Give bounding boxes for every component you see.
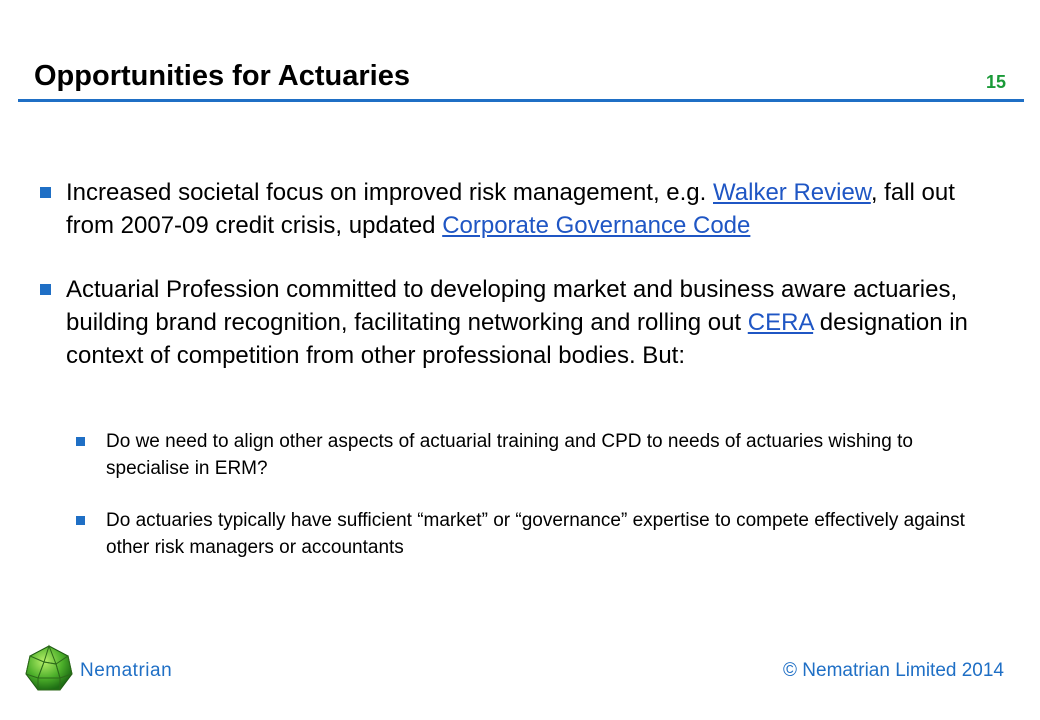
title-divider [18, 99, 1024, 102]
sub-bullet-2 [106, 507, 986, 561]
bullet-1-text-b: , fall out from 2007-09 credit crisis, updated [66, 179, 955, 239]
bullet-square-icon [40, 187, 51, 198]
nematrian-logo-icon [24, 644, 74, 694]
cera-link[interactable]: CERA [747, 309, 814, 336]
sub-bullet-1-text: Do we need to align other aspects of actuarial training and CPD to needs of actuaries wishing to specialise in ERM? [106, 431, 913, 479]
slide-title: Opportunities for Actuaries [34, 60, 410, 92]
bullet-1-text-a: Increased societal focus on improved risk management, e.g. [66, 179, 713, 206]
footer-brand: Nematrian [80, 660, 173, 681]
sub-bullet-square-icon [76, 516, 85, 525]
slide-number: 15 [985, 72, 1006, 92]
bullet-2-text-b: designation in context of competition from other professional bodies. But: [66, 309, 968, 369]
sub-bullet-1 [106, 428, 986, 482]
sub-bullet-square-icon [76, 437, 85, 446]
bullet-2 [66, 273, 986, 372]
bullet-square-icon [40, 284, 51, 295]
footer-copyright: © Nematrian Limited 2014 [783, 660, 1004, 681]
sub-bullet-2-text: Do actuaries typically have sufficient “market” or “governance” expertise to compete effectively against other risk managers or accountants [106, 510, 965, 558]
bullet-1 [66, 176, 986, 242]
walker-review-link[interactable]: Walker Review [713, 179, 871, 206]
bullet-2-text-a: Actuarial Profession committed to developing market and business aware actuaries, building brand recognition, facilitating networking and rolling out [66, 276, 958, 336]
corporate-governance-code-link[interactable]: Corporate Governance Code [442, 212, 751, 239]
